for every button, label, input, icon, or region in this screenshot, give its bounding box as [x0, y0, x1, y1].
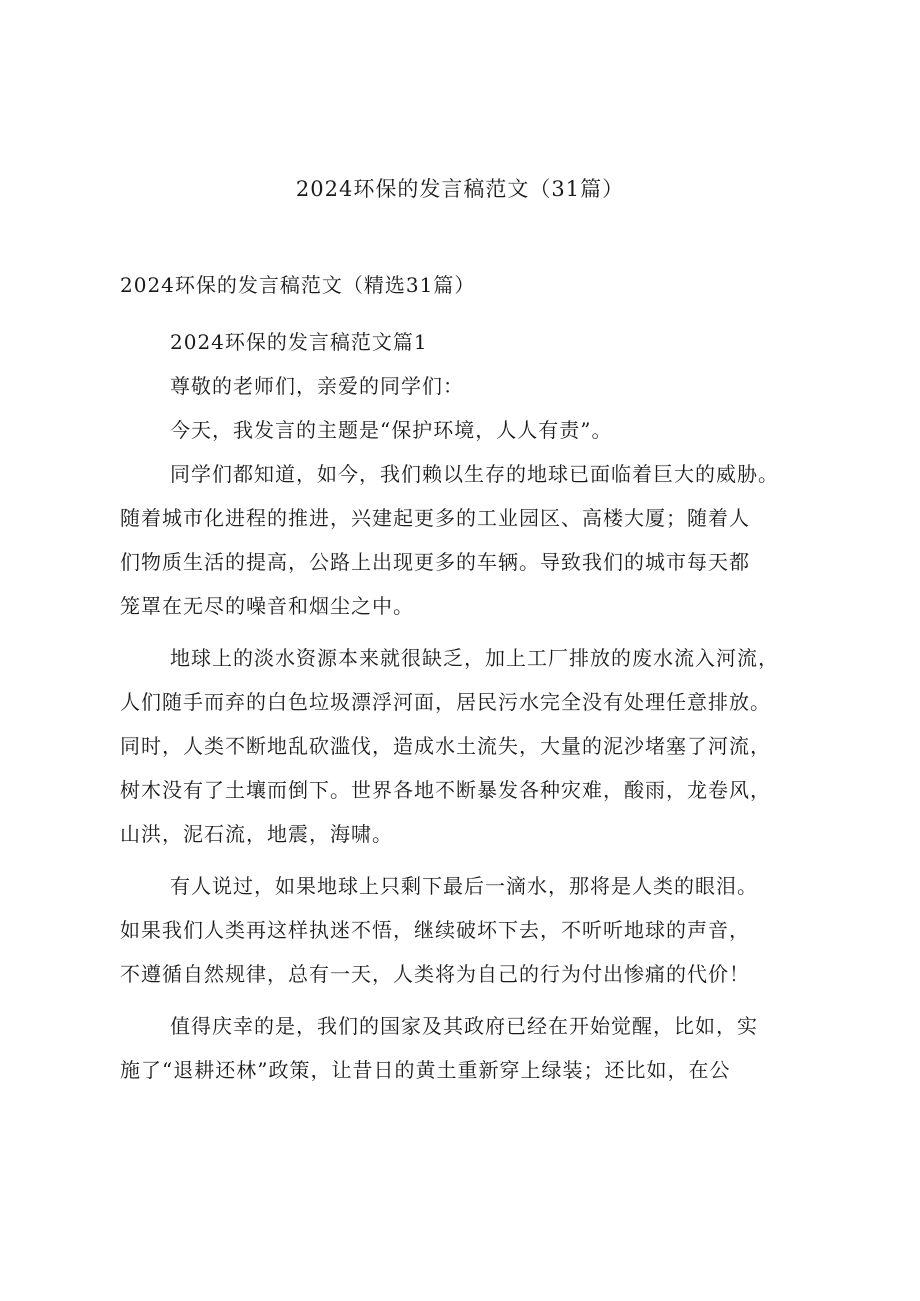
paragraph-line: 们物质生活的提高，公路上出现更多的车辆。导致我们的城市每天都	[120, 550, 750, 574]
document-subtitle: 2024环保的发言稿范文（精选31篇）	[120, 273, 476, 297]
section-heading: 2024环保的发言稿范文篇1	[170, 330, 428, 354]
paragraph-line: 今天，我发言的主题是“保护环境，人人有责”。	[170, 418, 613, 442]
paragraph-line: 人们随手而弃的白色垃圾漂浮河面，居民污水完全没有处理任意排放。	[120, 690, 771, 714]
paragraph-line: 值得庆幸的是，我们的国家及其政府已经在开始觉醒，比如，实	[170, 1014, 758, 1038]
paragraph-line: 树木没有了土壤而倒下。世界各地不断暴发各种灾难，酸雨，龙卷风，	[120, 778, 771, 802]
paragraph-line: 不遵循自然规律，总有一天，人类将为自己的行为付出惨痛的代价！	[120, 962, 750, 986]
document-title: 2024环保的发言稿范文（31篇）	[295, 177, 625, 201]
paragraph-line: 笼罩在无尽的噪音和烟尘之中。	[120, 594, 414, 618]
paragraph-line: 同学们都知道，如今，我们赖以生存的地球已面临着巨大的威胁。	[170, 462, 779, 486]
salutation: 尊敬的老师们，亲爱的同学们：	[170, 374, 464, 398]
paragraph-line: 地球上的淡水资源本来就很缺乏，加上工厂排放的废水流入河流，	[170, 646, 779, 670]
paragraph-line: 随着城市化进程的推进，兴建起更多的工业园区、高楼大厦；随着人	[120, 506, 750, 530]
document-body	[120, 320, 820, 1092]
paragraph-line: 施了“退耕还林”政策，让昔日的黄土重新穿上绿装；还比如，在公	[120, 1058, 731, 1082]
paragraph-line: 山洪，泥石流，地震，海啸。	[120, 822, 393, 846]
paragraph-line: 有人说过，如果地球上只剩下最后一滴水，那将是人类的眼泪。	[170, 874, 758, 898]
paragraph-line: 同时，人类不断地乱砍滥伐，造成水土流失，大量的泥沙堵塞了河流，	[120, 734, 771, 758]
paragraph-line: 如果我们人类再这样执迷不悟，继续破坏下去，不听听地球的声音，	[120, 918, 750, 942]
